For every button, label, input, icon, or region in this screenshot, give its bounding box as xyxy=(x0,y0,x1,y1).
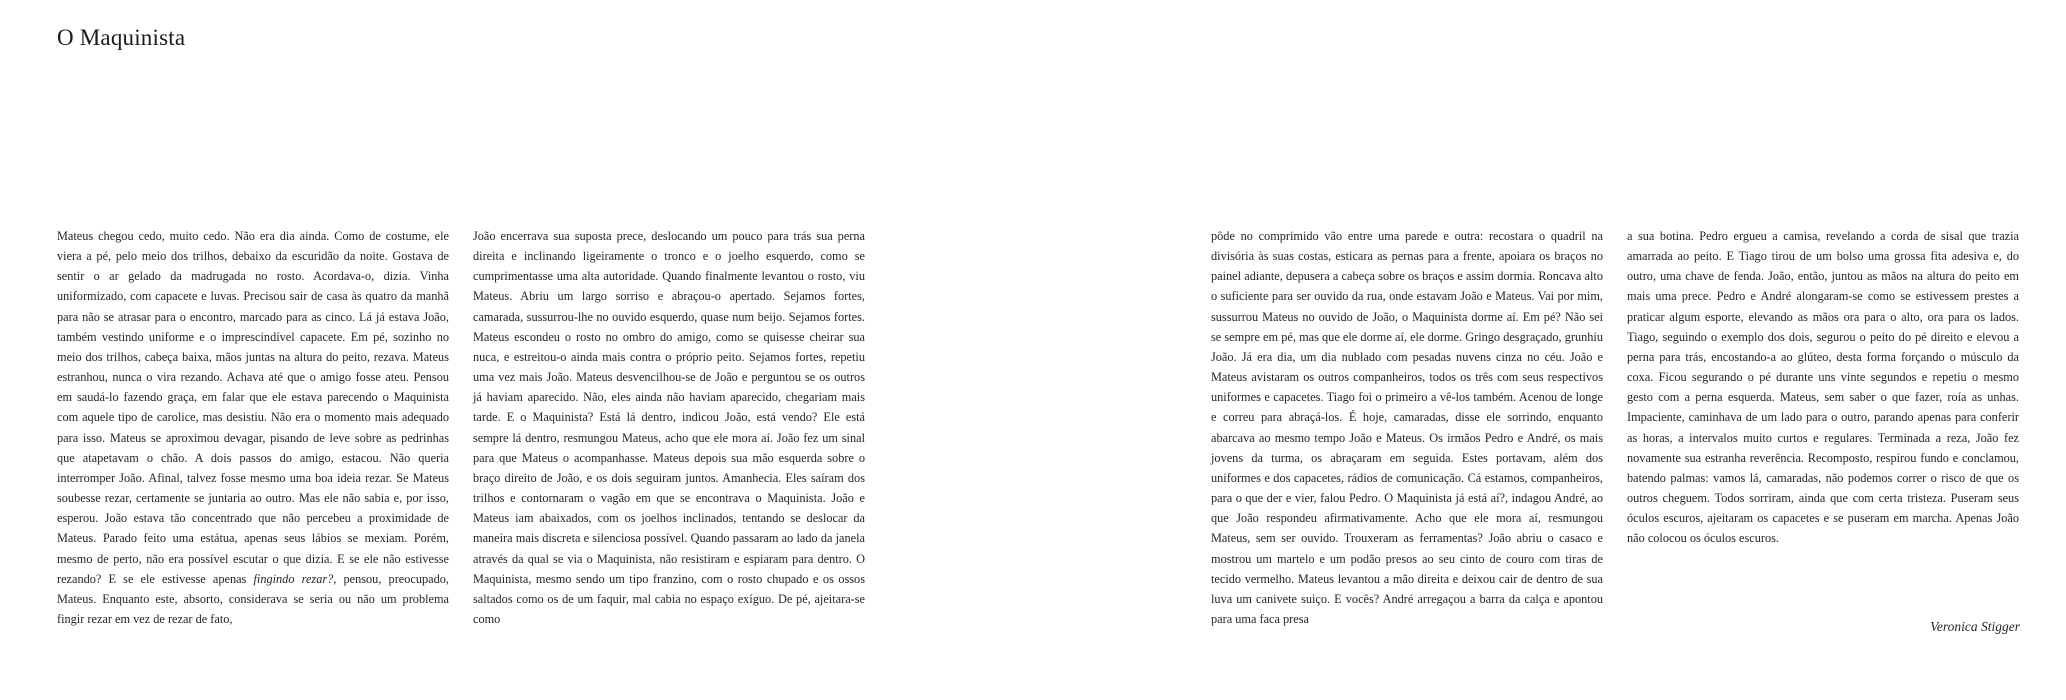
text-column-4: a sua botina. Pedro ergueu a camisa, revelando a corda de sisal que trazia amarrada ao peito. E Tiago tirou de um bolso uma grossa fita adesiva e, do outro, uma chave de fenda. João, então, juntou as mãos na altura do peito em mais uma prece. Pedro e André alongaram-se como se estivessem prestes a praticar algum esporte, elevando as mãos ora para o alto, ora para os lados. Tiago, seguindo o exemplo dos dois, segurou o peito do pé direito e elevou a perna para trás, encostando-a ao glúteo, desta forma forçando o músculo da coxa. Ficou segurando o pé durante uns vinte segundos e repetiu o mesmo gesto com a perna esquerda. Mateus, sem saber o que fazer, roía as unhas. Impaciente, caminhava de um lado para o outro, parando apenas para conferir as horas, a intervalos muito curtos e regulares. Terminada a reza, João fez novamente sua estranha reverência. Recomposto, respirou fundo e conclamou, batendo palmas: vamos lá, camaradas, não podemos correr o risco de que os outros cheguem. Todos sorriram, ainda que com certa tristeza. Puseram seus óculos escuros, ajeitaram os capacetes e se puseram em marcha. Apenas João não colocou os óculos escuros. xyxy=(1627,229,2019,546)
text-column-2: João encerrava sua suposta prece, deslocando um pouco para trás sua perna direita e inclinando ligeiramente o tronco e o joelho esquerdo, como se cumprimentasse uma alta autoridade. Quando finalmente levantou o rosto, viu Mateus. Abriu um largo sorriso e abraçou-o apertado. Sejamos fortes, camarada, sussurrou-lhe no ouvido esquerdo, quase num beijo. Sejamos fortes. Mateus escondeu o rosto no ombro do amigo, como se quisesse cheirar sua nuca, e estreitou-o ainda mais contra o próprio peito. Sejamos fortes, repetiu uma vez mais João. Mateus desvencilhou-se de João e perguntou se os outros já haviam aparecido. Não, eles ainda não haviam aparecido, chegariam mais tarde. E o Maquinista? Está lá dentro, indicou João, está vendo? Ele está sempre lá dentro, resmungou Mateus, acho que ele mora aí. João fez um sinal para que Mateus o acompanhasse. Mateus depois sua mão esquerda sobre o braço direito de João, e os dois seguiram juntos. Amanhecia. Eles saíram dos trilhos e contornaram o vagão em que se encontrava o Maquinista. João e Mateus iam abaixados, com os joelhos inclinados, tentando se deslocar da maneira mais discreta e silenciosa possível. Quando passaram ao lado da janela através da qual se via o Maquinista, não resistiram e espiaram para dentro. O Maquinista, mesmo sendo um tipo franzino, com o rosto chupado e os ossos saltados como os de um faquir, mal cabia no espaço exíguo. De pé, ajeitara-se como xyxy=(473,229,865,626)
text-column-3: pôde no comprimido vão entre uma parede e outra: recostara o quadril na divisória às suas costas, esticara as pernas para a frente, apoiara os braços no painel adiante, depusera a cabeça sobre os braços e assim dormia. Roncava alto o suficiente para ser ouvido da rua, onde estavam João e Mateus. Vai por mim, sussurrou Mateus no ouvido de João, o Maquinista dorme aí. Em pé? Não sei se sempre em pé, mas que ele dorme aí, ele dorme. Gringo desgraçado, grunhiu João. Já era dia, um dia nublado com pesadas nuvens cinza no céu. João e Mateus avistaram os outros companheiros, todos os três com seus respectivos uniformes e capacetes. Tiago foi o primeiro a vê-los também. Acenou de longe e correu para abraçá-los. É hoje, camaradas, disse ele sorrindo, enquanto abarcava ao mesmo tempo João e Mateus. Os irmãos Pedro e André, os mais jovens da turma, os abraçaram em seguida. Estes portavam, além dos uniformes e dos capacetes, rádios de comunicação. Cá estamos, companheiros, para o que der e vier, falou Pedro. O Maquinista já está aí?, indagou André, ao que João respondeu afirmativamente. Acho que ele mora aí, resmungou Mateus, sem ser ouvido. Trouxeram as ferramentas? João abriu o casaco e mostrou um martelo e um podão presos ao seu cinto de couro com tiras de tecido vermelho. Mateus levantou a mão direita e deixou cair de dentro de sua luva um canivete suiço. E vocês? André arregaçou a barra da calça e apontou para uma faca presa xyxy=(1211,229,1603,626)
text-column-1 xyxy=(57,226,449,629)
author-signature: Veronica Stigger xyxy=(1930,619,2020,634)
column-1-text: Mateus chegou cedo, muito cedo. Não era dia ainda. Como de costume, ele viera a pé, pelo meio dos trilhos, debaixo da escuridão da noite. Gostava de sentir o ar gelado da madrugada no rosto. Acordava-o, dizia. Vinha uniformizado, com capacete e luvas. Precisou sair de casa às quatro da manhã para não se atrasar para o encontro, marcado para as cinco. Lá já estava João, também vestindo uniforme e o imprescindível capacete. Em pé, sozinho no meio dos trilhos, cabeça baixa, mãos juntas na altura do peito, rezava. Mateus estranhou, nunca o vira rezando. Achava até que o amigo fosse ateu. Pensou em saudá-lo fazendo graça, em falar que ele estava parecendo o Maquinista com aquele tipo de carolice, mas desistiu. Não era o momento mais adequado para isso. Mateus se aproximou devagar, pisando de leve sobre as pedrinhas que atapetavam o chão. A dois passos do amigo, estacou. Não queria interromper João. Afinal, talvez fosse mesmo uma boa ideia rezar. Se Mateus soubesse rezar, certamente se juntaria ao outro. Mas ele não sabia e, por isso, esperou. João estava tão concentrado que não percebeu a proximidade de Mateus. Parado feito uma estátua, apenas seus lábios se mexiam. Porém, mesmo de perto, não era possível escutar o que dizia. E se ele não estivesse rezando? E se ele estivesse apenas xyxy=(57,229,449,586)
column-1-text-end: , pensou, preocupado, Mateus. Enquanto este, absorto, considerava se seria ou não um problema fingir rezar em vez de rezar de fato, xyxy=(57,571,449,626)
column-1-italic-phrase: fingindo rezar? xyxy=(253,571,334,586)
story-title: O Maquinista xyxy=(57,25,186,50)
